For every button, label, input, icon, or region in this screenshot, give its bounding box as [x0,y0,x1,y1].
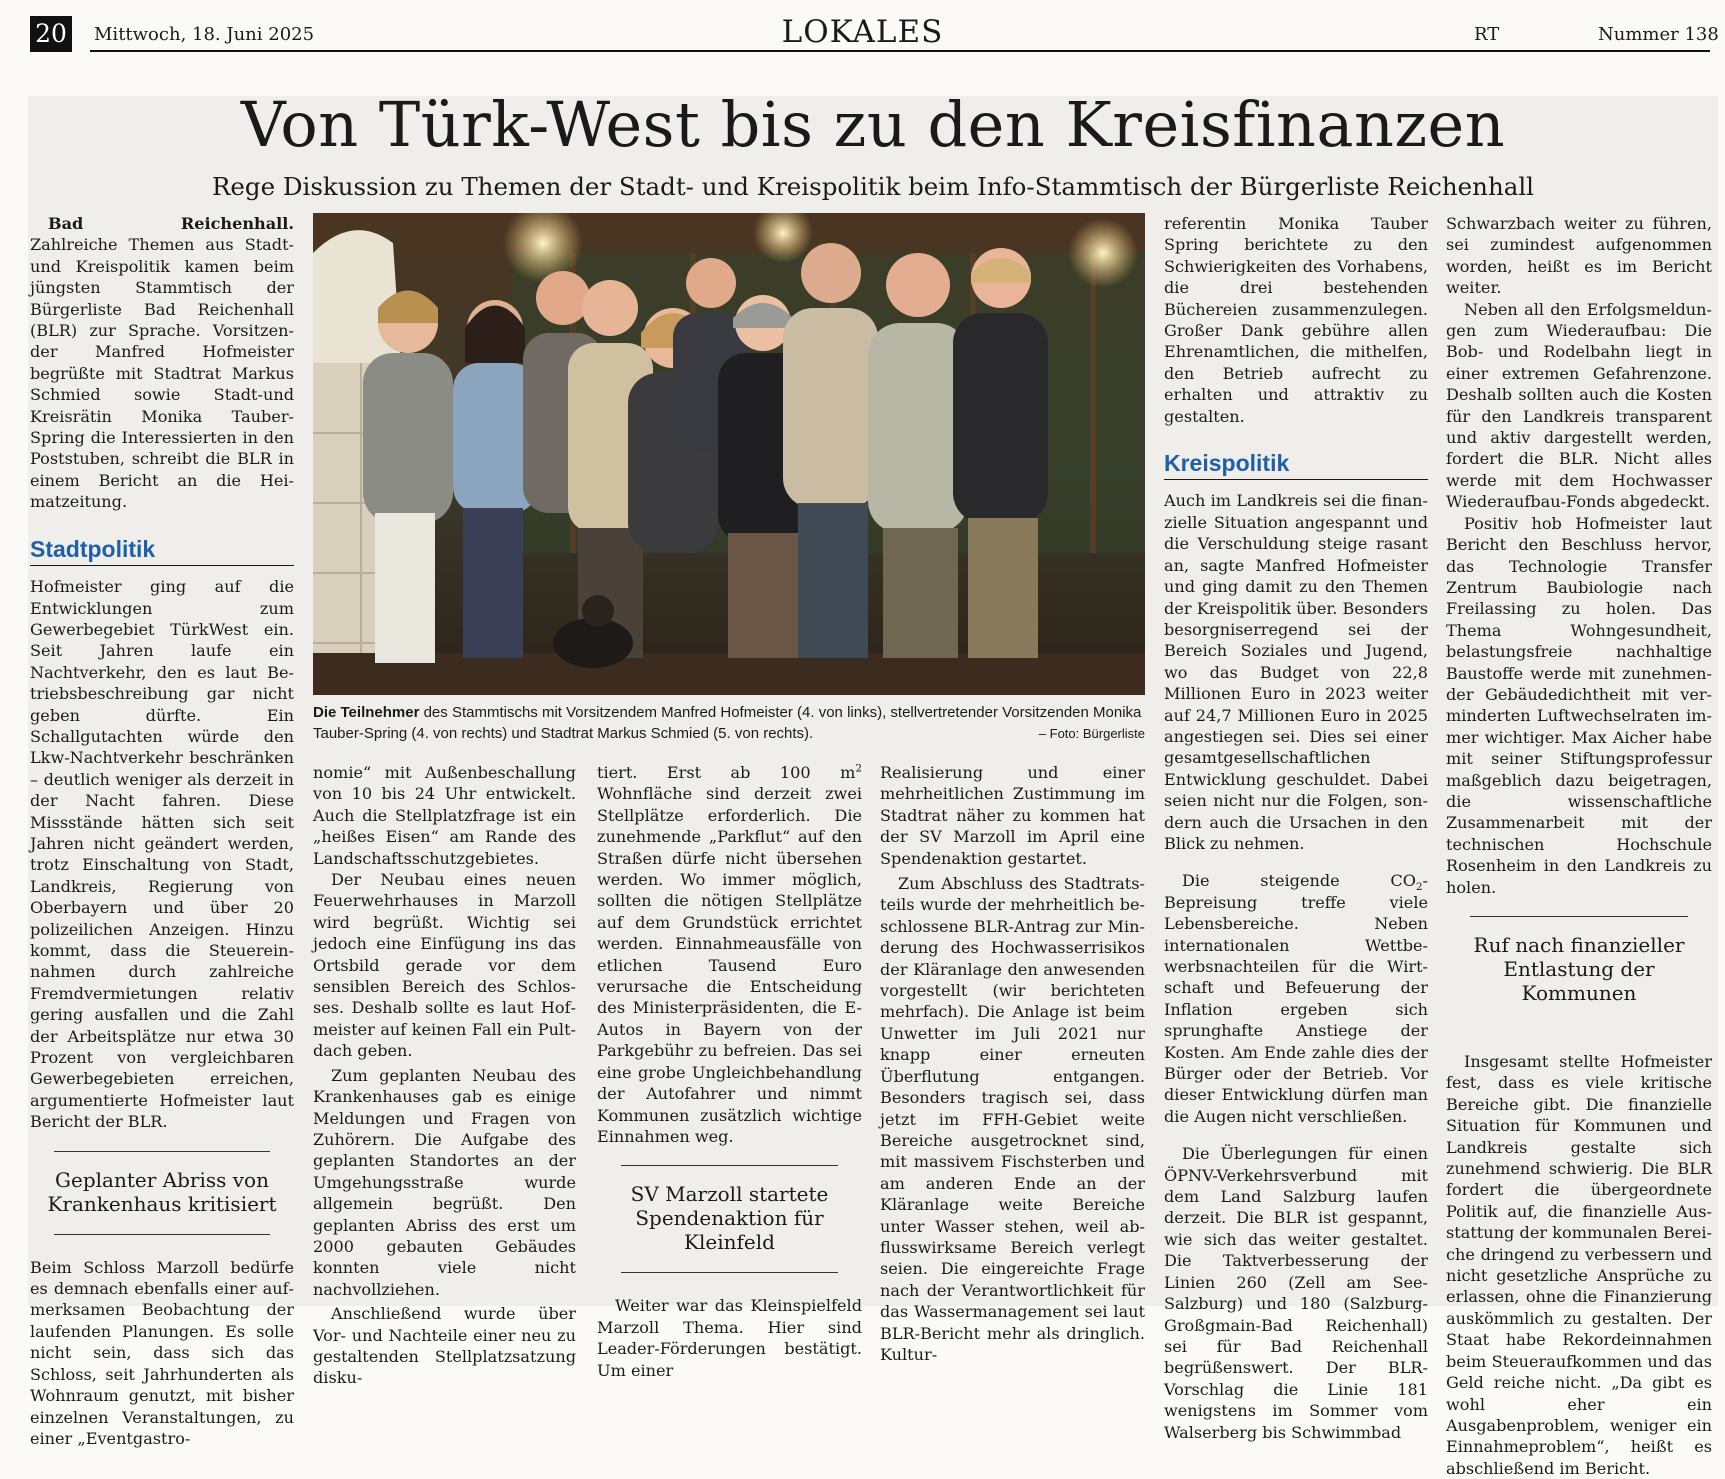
paragraph-c2-3: Zum geplanten Neubau des Krankenhauses gab es einige Meldungen und Fragen von Zuhörern. Die Aufgabe des geplanten Standortes an der Umgehungsstraße wurde allgemein begrüßt. Den geplanten Abriss des erst um 2000 gebauten Gebäudes konnten viele nicht nachvollziehen. [313,1065,576,1299]
paragraph-c5-1: referentin Monika Tauber Spring berichtete zu den Schwierigkeiten des Vorhabens, die drei bestehenden Büchereien zusammenzulegen. Großer Dank gebühre allen Ehrenamtlichen, die mithelfen, den Betrieb aufrecht zu erhalten und attraktiv zu gestalten. [1164,214,1428,426]
paragraph-c3-2: Weiter war das Kleinspielfeld Marzoll Thema. Hier sind Leader-Förderungen bestätigt. Um einer [597,1296,862,1380]
paragraph-c2-4: Anschließend wurde über Vor- und Nachteile einer neu zu gestaltenden Stellplatzsatzung disku- [313,1304,576,1388]
subheading-stadtpolitik: Stadtpolitik [30,539,294,566]
section-title: LOKALES [781,14,944,50]
text-span: Wohnfläche sind derzeit zwei Stellplätze erforderlich. Die zunehmende „Parkflut“ auf den Straßen dürfe nicht übersehen werden. Wo immer möglich, sollten die nötigen Stellplätze auf dem Grundstück errichtet werden. Einnahmeausfälle von etlichen Tausend Euro verursache die Entscheidung des Ministerpräsidenten, die E-Autos in Bayern von der Parkgebühr zu befreien. Das sei eine grobe Ungleichbehandlung der Autofahrer und nimmt Kommunen zusätzlich wichtige Einnahmen weg. [597,784,862,1146]
issue-number: Nummer 138 [1598,24,1719,45]
paragraph-c2-2: Der Neubau eines neuen Feuerwehrhauses in Marzoll wird begrüßt. Wichtig sei jedoch eine Einfügung ins das Ortsbild gerade vor dem sensiblen Bereich des Schlosses. Deshalb sollte es laut Hofmeister auf keinen Fall ein Pultdach geben. [313,870,576,1061]
caption-text: des Stammtischs mit Vorsitzendem Manfred Hofmeister (4. von links), stellvertretender Vorsitzenden Monika Tauber-Spring (4. von rechts) und Stadtrat Markus Schmied (5. von rechts). [313,704,1142,742]
subheading-sv-marzoll-text: SV Marzoll startete Spendenaktion für Kleinfeld [630,1182,829,1255]
article-headline: Von Türk-West bis zu den Kreisfinanzen [240,88,1506,161]
paragraph-c6-2: Neben all den Erfolgsmeldungen zum Wiederaufbau: Die Bob- und Rodelbahn liegt in einer extremen Gefahrenzone. Deshalb sollten auch die Kosten für den Landkreis transparent und aktiv dargestellt werden, fordert die BLR. Nicht alles werde mit dem Hochwasser Wiederaufbau-Fonds abgedeckt. [1446,299,1712,512]
column-2 [313,762,576,1389]
article-subheadline: Rege Diskussion zu Themen der Stadt- und Kreispolitik beim Info-Stammtisch der Bürgerliste Reichenhall [211,172,1535,201]
column-3 [597,762,862,1381]
paragraph-c5-2: Auch im Landkreis sei die finanzielle Situation angespannt und die Verschuldung steige rasant an, sagte Manfred Hofmeister und ging damit zu den Themen der Kreispolitik über. Besonders besorgniserregend sei der Bereich Soziales und Jugend, wo das Budget von 22,8 Millionen Euro in 2023 weiter auf 24,7 Millionen Euro in 2025 angestiegen sei. Dies sei einer gesamtgesellschaftlichen Entwicklung geschuldet. Dabei seien nicht nur die Folgen, sondern auch die Ursachen in den Blick zu nehmen. [1164,491,1428,853]
page-number: 20 [30,16,72,52]
paragraph-c6-4: Insgesamt stellte Hofmeister fest, dass es viele kritische Bereiche gibt. Die finanzielle Situation für Kommunen und Landkreis gestalte sich zunehmend schwierig. Die BLR fordert die übergeordnete Politik auf, die finanzielle Ausstattung der kommunalen Bereiche dringend zu verbessern und nicht gesetzliche Ansprüche zu erlassen, ohne die Finanzierung auskömmlich zu gestalten. Der Staat habe Rekordeinnahmen beim Steueraufkommen und das Geld reiche nicht. „Da gibt es wohl eher ein Ausgabenproblem, weniger ein Einnahmeproblem“, heißt es abschließend im Bericht. [1446,1052,1712,1478]
subheading-kreispolitik: Kreispolitik [1164,453,1428,480]
subheading-ruf [1470,916,1688,1023]
paragraph-c4-2: Zum Abschluss des Stadtratsteils wurde der mehrheitlich beschlossene BLR-Antrag zur Minderung des Hochwasserrisikos der Kläranlage den anwesenden vorgestellt (wir berichteten mehrfach). Die Anlage ist beim Unwetter im Juli 2021 nur knapp einer erneuten Überflutung entgangen. Besonders tragisch sei, dass jetzt im FFH-Gebiet weite Bereiche ausgetrocknet sind, mit massivem Fischsterben und am anderen Ende an der Kläranlage weite Bereiche unter Wasser stehen, weil abflusswirksame Bereich verlegt seien. Die eingereichte Frage nach der Verantwortlichkeit für das Wassermanagement sei laut BLR-Bericht mehr als dringlich. Kultur- [880,874,1145,1364]
subscript: 2 [1415,881,1423,894]
dateline: Bad Reichenhall. [48,214,294,233]
subheading-abriss-text: Geplanter Abriss von Krankenhaus kritisiert [47,1167,277,1216]
photo-caption [313,702,1145,744]
paragraph-c6-3: Positiv hob Hofmeister laut Bericht den Beschluss hervor, das Technologie Transfer Zentrum Baubiologie nach Freilassing zu holen. Das Thema Wohngesundheit, belastungsfreie nachhaltige Baustoffe werde mit zunehmender Gebäudedichtheit mit verminderten Luftwechselraten immer wichtiger. Max Aicher habe mit seiner Stiftungsprofessur maßgeblich dazu beigetragen, die wissenschaftliche Zusammenarbeit mit der technischen Hochschule Rosenheim in den Landkreis zu holen. [1446,513,1712,897]
text-span: tiert. Erst ab 100 m [597,763,856,782]
paper-abbrev: RT [1474,24,1500,45]
group-photo-image [313,213,1145,695]
column-6 [1446,213,1712,1479]
subheading-abriss [47,1151,277,1235]
caption-lead: Die Teilnehmer [313,704,420,721]
column-5 [1164,213,1428,1443]
text-span: -Bepreisung treffe viele Lebensbereiche. Neben internationalen Wettbewerbsnachteilen für die Wirtschaft und Befeuerung der Inflation ergeben sich sprunghafte Anstiege der Kosten. Am Ende zahle dies der Bürger oder der Betrieb. Vor dieser Entwicklung dürfen man die Augen nicht verschließen. [1164,871,1428,1126]
intro-text: Zahlreiche Themen aus Stadt- und Kreispolitik kamen beim jüngsten Stammtisch der Bürgerliste Bad Reichenhall (BLR) zur Sprache. Vorsitzender Manfred Hofmeister begrüßte mit Stadtrat Markus Schmied sowie Stadt-und Kreisrätin Monika Tauber-Spring die Interessierten in den Poststuben, schreibt die BLR in einem Bericht an die Heimatzeitung. [30,235,294,512]
issue-date: Mittwoch, 18. Juni 2025 [94,24,315,45]
header-rule [90,50,1710,52]
paragraph-c4-1: Realisierung und einer mehrheitlichen Zustimmung im Stadtrat näher zu kommen hat der SV Marzoll im April eine Spendenaktion gestartet. [880,763,1145,868]
paragraph-c5-4: Die Überlegungen für einen ÖPNV-Verkehrsverbund mit dem Land Salzburg laufen derzeit. Die BLR ist gespannt, wie sich das weiter gestaltet. Die Taktverbesserung der Linien 260 (Zell am See-Salzburg) und 180 (Salzburg-Großgmain-Bad Reichenhall) sei für Bad Reichenhall begrüßenswert. Der BLR-Vorschlag die Linie 181 wenigstens im Sommer vom Walserberg bis Schwimmbad [1164,1144,1428,1442]
column-1 [30,213,294,1449]
paragraph-c6-1: Schwarzbach weiter zu führen, sei zumindest aufgenommen worden, heißt es im Bericht weiter. [1446,214,1712,298]
paragraph-stadtpolitik: Hofmeister ging auf die Entwicklungen zum Gewerbegebiet TürkWest ein. Seit Jahren laufe ein Nachtverkehr, den es laut Betriebsbeschreibung gar nicht geben dürfte. Ein Schallgutachten würde den Lkw-Nachtverkehr beschränken – deutlich weniger als derzeit in der Nacht fahren. Diese Missstände hätten sich seit Jahren nicht geändert werden, trotz Einschaltung von Stadt, Landkreis, Regierung von Oberbayern und über 20 polizeilichen Anzeigen. Hinzu kommt, dass die Steuereinnahmen durch zahlreiche Fremdvermietungen relativ gering ausfallen und die Zahl der Arbeitsplätze nur etwa 30 Prozent von vergleichbaren Gewerbegebieten erreichen, argumentierte Hofmeister laut Bericht der BLR. [30,577,294,1132]
text-span: Die steigende CO [1182,871,1416,891]
paragraph-c3-1 [597,762,862,1147]
column-4 [880,762,1145,1365]
subheading-sv-marzoll [621,1165,838,1273]
paragraph-c2-1: nomie“ mit Außenbeschallung von 10 bis 24 Uhr entwickelt. Auch die Stellplatzfrage ist ein „heißes Eisen“ am Rande des Landschaftsschutzgebietes. [313,763,576,868]
paragraph-schloss: Beim Schloss Marzoll bedürfe es demnach ebenfalls einer aufmerksamen Beobachtung der laufenden Planungen. Es solle nicht sein, dass sich das Schloss, seit Jahrhunderten als Wohnraum genutzt, mit bisher einzelnen Veranstaltungen, zu einer „Eventgastro- [30,1257,294,1448]
photo-credit: – Foto: Bürgerliste [1038,726,1145,741]
group-photo [313,213,1145,695]
paragraph-c5-3 [1164,870,1428,1127]
subheading-ruf-text: Ruf nach finanzieller Entlastung der Kommunen [1473,933,1685,1005]
superscript: 2 [855,762,862,775]
